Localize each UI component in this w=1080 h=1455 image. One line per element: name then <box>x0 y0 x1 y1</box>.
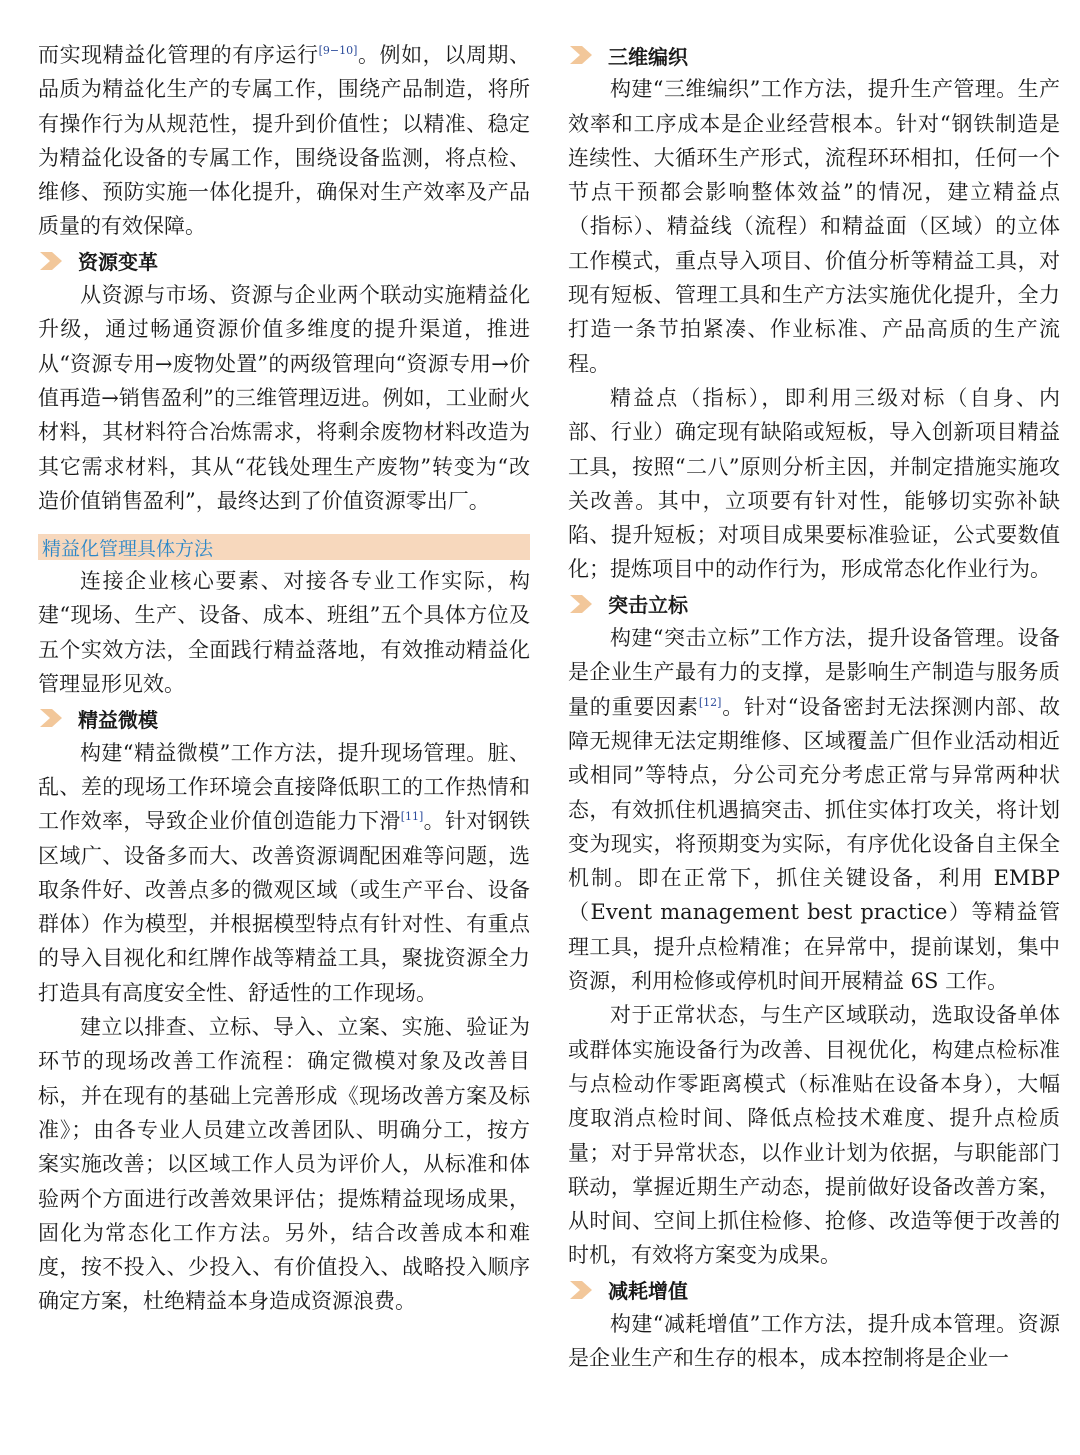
chevron-right-icon <box>38 250 64 272</box>
subheading-resource <box>38 244 530 278</box>
subheading-3d <box>568 38 1060 72</box>
paragraph: 构建“减耗增值”工作方法，提升成本管理。资源是企业生产和生存的根本，成本控制将是企业一 <box>568 1311 1060 1371</box>
paragraph: 从资源与市场、资源与企业两个联动实施精益化升级，通过畅通资源价值多维度的提升渠道，推进从“资源专用→废物处置”的两级管理向“资源专用→价值再造→销售盈利”的三维管理迈进。例如，工业耐火材料，其材料符合冶炼需求，将剩余废物材料改造为其它需求材料，其从“花钱处理生产废物”转变为“改造价值销售盈利”，最终达到了价值资源零出厂。 <box>38 283 530 513</box>
paragraph: 对于正常状态，与生产区域联动，选取设备单体或群体实施设备行为改善、目视优化，构建点检标准与点检动作零距离模式（标准贴在设备本身），大幅度取消点检时间、降低点检技术难度、提升点检质量；对于异常状态，以作业计划为依据，与职能部门联动，掌握近期生产动态，提前做好设备改善方案，从时间、空间上抓住检修、抢修、改造等便于改善的时机，有效将方案变为成果。 <box>568 1003 1060 1268</box>
paragraph <box>568 621 1060 998</box>
citation-ref[interactable]: [9−10] <box>318 44 358 57</box>
subheading-text: 资源变革 <box>78 250 158 275</box>
chevron-right-icon <box>568 1279 594 1301</box>
paragraph: 连接企业核心要素、对接各专业工作实际，构建“现场、生产、设备、成本、班组”五个具体方位及五个实效方法，全面践行精益落地，有效推动精益化管理显形见效。 <box>38 569 530 697</box>
paragraph: 构建“三维编织”工作方法，提升生产管理。生产效率和工序成本是企业经营根本。针对“钢铁制造是连续性、大循环生产形式，流程环环相扣，任何一个节点干预都会影响整体效益”的情况，建立精益点（指标）、精益线（流程）和精益面（区域）的立体工作模式，重点导入项目、价值分析等精益工具，对现有短板、管理工具和生产方法实施优化提升，全力打造一条节拍紧凑、作业标准、产品高质的生产流程。 <box>568 77 1060 376</box>
text-run: 。针对钢铁区域广、设备多而大、改善资源调配困难等问题，选取条件好、改善点多的微观区域（或生产平台、设备群体）作为模型，并根据模型特点有针对性、有重点的导入目视化和红牌作战等精益工具，聚拢资源全力打造具有高度安全性、舒适性的工作现场。 <box>38 809 531 1005</box>
citation-ref[interactable]: [11] <box>400 810 424 824</box>
subheading-text: 减耗增值 <box>608 1279 688 1304</box>
text-run: 而实现精益化管理的有序运行 <box>38 43 319 67</box>
subheading-assault <box>568 587 1060 621</box>
text-run: 构建“突击立标”工作方法，提升设备管理。设备是企业生产最有力的支撑，是影响生产制造与服务质量的重要因素 <box>568 626 1060 719</box>
paragraph <box>38 38 530 244</box>
chevron-right-icon <box>38 707 64 729</box>
subheading-text: 三维编织 <box>608 44 688 69</box>
left-column <box>38 38 530 1319</box>
chevron-right-icon <box>568 593 594 615</box>
citation-ref[interactable]: [12] <box>698 695 722 709</box>
subheading-text: 精益微模 <box>78 707 158 732</box>
text-run: 。例如，以周期、品质为精益化生产的专属工作，围绕产品制造，将所有操作行为从规范性，提升到价值性；以精准、稳定为精益化设备的专属工作，围绕设备监测，将点检、维修、预防实施一体化提升，确保对生产效率及产品质量的有效保障。 <box>38 43 531 239</box>
paragraph: 建立以排查、立标、导入、立案、实施、验证为环节的现场改善工作流程：确定微模对象及改善目标，并在现有的基础上完善形成《现场改善方案及标准》；由各专业人员建立改善团队、明确分工，按方案实施改善；以区域工作人员为评价人，从标准和体验两个方面进行改善效果评估；提炼精益现场成果，固化为常态化工作方法。另外，结合改善成本和难度，按不投入、少投入、有价值投入、战略投入顺序确定方案，杜绝精益本身造成资源浪费。 <box>38 1015 530 1314</box>
section-title: 精益化管理具体方法 <box>42 537 214 560</box>
text-run: 。针对“设备密封无法探测内部、故障无规律无法定期维修、区域覆盖广但作业活动相近或相同”等特点，分公司充分考虑正常与异常两种状态，有效抓住机遇搞突击、抓住实体打攻关，将计划变为现实，将预期变为实际，有序优化设备自主保全机制。即在正常下，抓住关键设备，利用 EMBP（Event management best practice）等精益管理工具，提升点检精准；在异常中，提前谋划，集中资源，利用检修或停机时间开展精益 6S 工作。 <box>568 694 1060 994</box>
section-heading <box>38 534 530 560</box>
subheading-micro <box>38 701 530 735</box>
subheading-reduce <box>568 1273 1060 1307</box>
chevron-right-icon <box>568 44 594 66</box>
right-column <box>568 38 1060 1376</box>
subheading-text: 突击立标 <box>608 593 688 618</box>
paragraph <box>38 736 530 1010</box>
text-run: 构建“精益微模”工作方法，提升现场管理。脏、乱、差的现场工作环境会直接降低职工的工作热情和工作效率，导致企业价值创造能力下滑 <box>38 740 530 834</box>
paragraph: 精益点（指标），即利用三级对标（自身、内部、行业）确定现有缺陷或短板，导入创新项目精益工具，按照“二八”原则分析主因，并制定措施实施攻关改善。其中，立项要有针对性，能够切实弥补缺陷、提升短板；对项目成果要标准验证，公式要数值化；提炼项目中的动作行为，形成常态化作业行为。 <box>568 385 1060 582</box>
